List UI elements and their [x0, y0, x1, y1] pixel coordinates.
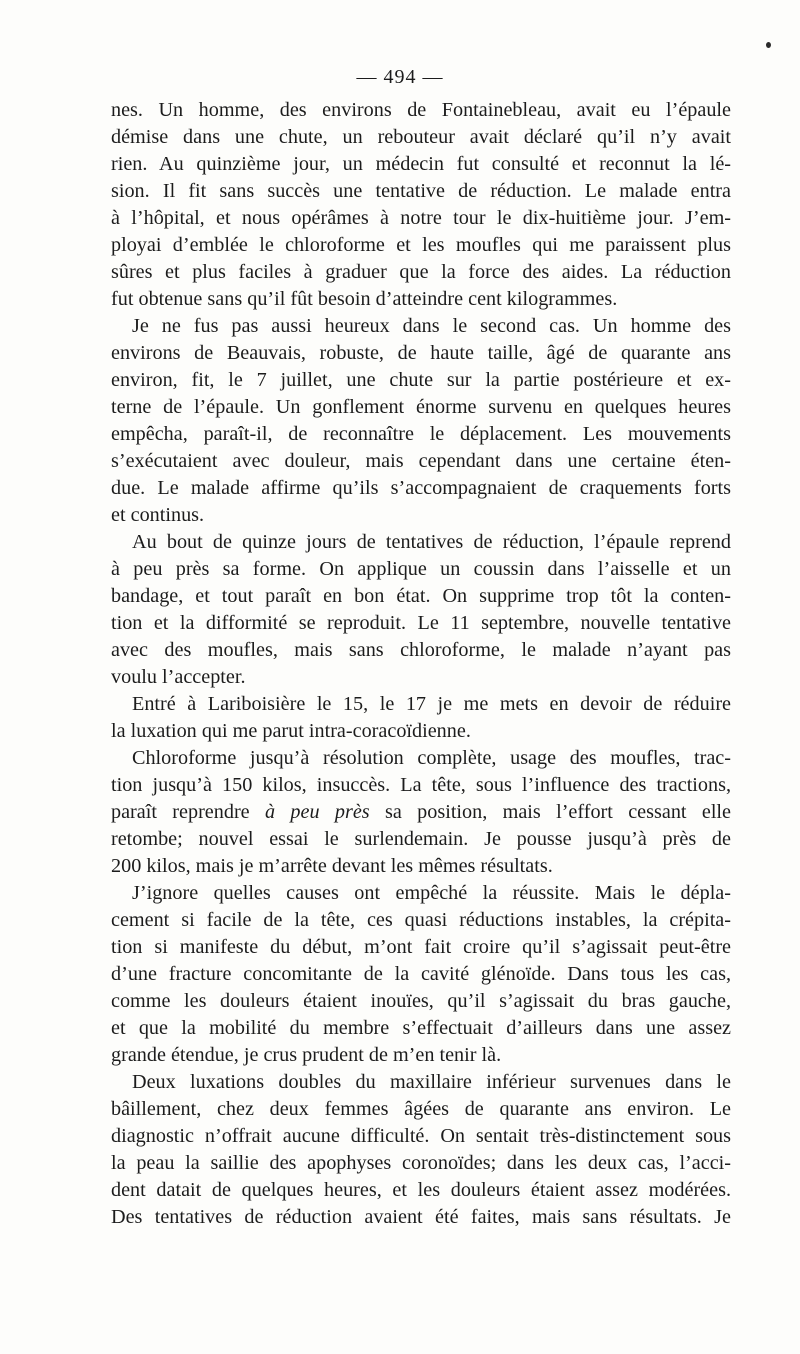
text-line: J’ignore quelles causes ont empêché la réussite. Mais le dépla- — [132, 882, 731, 904]
text-line: et que la mobilité du membre s’effectuait d’ailleurs dans une assez — [111, 1017, 731, 1039]
text-line: voulu l’accepter. — [111, 666, 246, 688]
text-line: ployai d’emblée le chloroforme et les moufles qui me paraissent plus — [111, 234, 731, 256]
text-line: d’une fracture concomitante de la cavité glénoïde. Dans tous les cas, — [111, 963, 731, 985]
text-line: fut obtenue sans qu’il fût besoin d’atteindre cent kilogrammes. — [111, 288, 618, 310]
text-line: démise dans une chute, un rebouteur avait déclaré qu’il n’y avait — [111, 126, 731, 148]
text-line: rien. Au quinzième jour, un médecin fut consulté et reconnut la lé- — [111, 153, 731, 175]
text-line: et continus. — [111, 504, 205, 526]
text-line: Je ne fus pas aussi heureux dans le second cas. Un homme des — [132, 315, 731, 337]
text-line: s’exécutaient avec douleur, mais cependant dans une certaine éten- — [111, 450, 731, 472]
text-line: 200 kilos, mais je m’arrête devant les mêmes résultats. — [111, 855, 553, 877]
text-line: sûres et plus faciles à graduer que la force des aides. La réduction — [111, 261, 731, 283]
text-line: la peau la saillie des apophyses coronoïdes; dans les deux cas, l’acci- — [111, 1152, 731, 1174]
text-line: à l’hôpital, et nous opérâmes à notre tour le dix-huitième jour. J’em- — [111, 207, 731, 229]
text-fragment: sa position, mais l’effort cessant elle — [385, 801, 731, 823]
text-line: bâillement, chez deux femmes âgées de quarante ans environ. Le — [111, 1098, 731, 1120]
text-line: Deux luxations doubles du maxillaire inférieur survenues dans le — [132, 1071, 731, 1093]
text-line: avec des moufles, mais sans chloroforme, le malade n’ayant pas — [111, 639, 731, 661]
text-line: tion si manifeste du début, m’ont fait croire qu’il s’agissait peut-être — [111, 936, 731, 958]
text-line: Entré à Lariboisière le 15, le 17 je me mets en devoir de réduire — [132, 693, 731, 715]
text-fragment: paraît reprendre — [111, 801, 250, 823]
ink-speck — [766, 42, 771, 48]
text-line: environ, fit, le 7 juillet, une chute sur la partie postérieure et ex- — [111, 369, 731, 391]
text-line: bandage, et tout paraît en bon état. On supprime trop tôt la conten- — [111, 585, 731, 607]
text-line: à peu près sa forme. On applique un coussin dans l’aisselle et un — [111, 558, 731, 580]
text-line: cement si facile de la tête, ces quasi réductions instables, la crépita- — [111, 909, 731, 931]
page-number: — 494 — — [356, 66, 444, 88]
body-text — [111, 97, 731, 1231]
text-line: terne de l’épaule. Un gonflement énorme survenu en quelques heures — [111, 396, 731, 418]
text-line — [111, 799, 731, 826]
italic-fragment: à peu près — [264, 801, 370, 823]
text-line: retombe; nouvel essai le surlendemain. Je pousse jusqu’à près de — [111, 828, 731, 850]
text-line: la luxation qui me parut intra-coracoïdienne. — [111, 720, 471, 742]
text-line: comme les douleurs étaient inouïes, qu’il s’agissait du bras gauche, — [111, 990, 731, 1012]
text-line: Au bout de quinze jours de tentatives de réduction, l’épaule reprend — [132, 531, 731, 553]
text-line: sion. Il fit sans succès une tentative de réduction. Le malade entra — [111, 180, 731, 202]
text-line: nes. Un homme, des environs de Fontainebleau, avait eu l’épaule — [111, 99, 731, 121]
text-line: tion jusqu’à 150 kilos, insuccès. La tête, sous l’influence des tractions, — [111, 774, 731, 796]
text-line: dent datait de quelques heures, et les douleurs étaient assez modérées. — [111, 1179, 731, 1201]
text-line: diagnostic n’offrait aucune difficulté. On sentait très-distinctement sous — [111, 1125, 731, 1147]
text-line: grande étendue, je crus prudent de m’en tenir là. — [111, 1044, 502, 1066]
text-line: empêcha, paraît-il, de reconnaître le déplacement. Les mouvements — [111, 423, 731, 445]
text-line: Chloroforme jusqu’à résolution complète, usage des moufles, trac- — [132, 747, 731, 769]
text-line: environs de Beauvais, robuste, de haute taille, âgé de quarante ans — [111, 342, 731, 364]
text-line: tion et la difformité se reproduit. Le 11 septembre, nouvelle tentative — [111, 612, 731, 634]
text-line: Des tentatives de réduction avaient été faites, mais sans résultats. Je — [111, 1206, 731, 1228]
text-line: due. Le malade affirme qu’ils s’accompagnaient de craquements forts — [111, 477, 731, 499]
